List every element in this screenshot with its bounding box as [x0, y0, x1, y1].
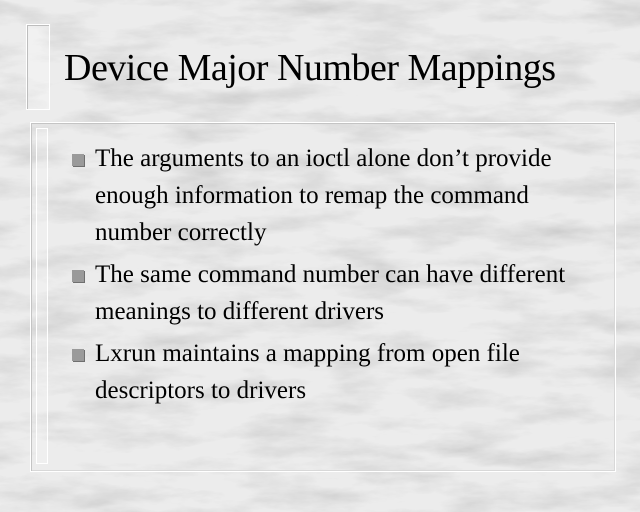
square-bullet-icon: [72, 270, 84, 282]
bullet-text: The arguments to an ioctl alone don’t provide enough information to remap the command number correctly: [95, 145, 552, 246]
bullet-item: [62, 140, 602, 251]
title-accent-bar: [26, 24, 50, 110]
bullet-item: [62, 335, 602, 409]
slide-title: Device Major Number Mappings: [64, 47, 556, 89]
bullet-text: The same command number can have different meanings to different drivers: [95, 261, 566, 325]
content-accent-strip: [36, 128, 48, 464]
bullet-list: [62, 140, 602, 414]
bullet-item: [62, 256, 602, 330]
square-bullet-icon: [72, 349, 84, 361]
bullet-text: Lxrun maintains a mapping from open file descriptors to drivers: [95, 340, 520, 404]
square-bullet-icon: [72, 154, 84, 166]
